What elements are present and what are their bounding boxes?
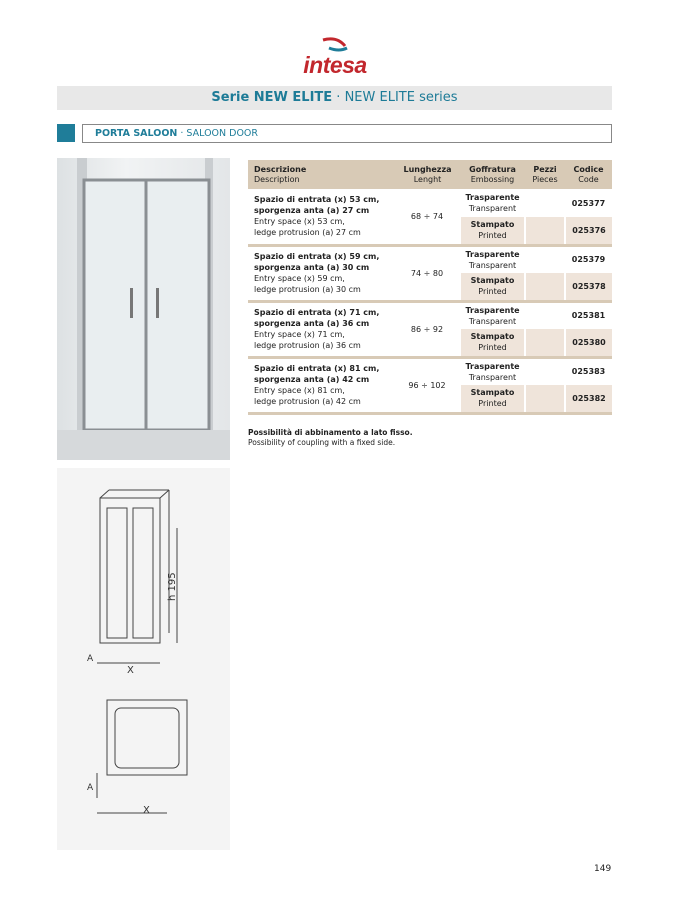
- code-transparent: 025377: [571, 198, 606, 208]
- row-description: Spazio di entrata (x) 53 cm, sporgenza anta (a) 27 cm Entry space (x) 53 cm, ledge protrusion (a) 27 cm: [248, 189, 395, 245]
- section-marker: [57, 124, 75, 142]
- section-title-en: · SALOON DOOR: [177, 128, 259, 139]
- code-transparent: 025383: [571, 367, 606, 377]
- series-banner: [57, 86, 612, 110]
- pieces-cell: [525, 189, 565, 217]
- code-transparent: 025381: [571, 311, 606, 321]
- pieces-cell: [525, 217, 565, 245]
- pieces-cell: [525, 329, 565, 357]
- code-printed: 025376: [565, 217, 612, 245]
- pieces-cell: [525, 245, 565, 273]
- embossing-transparent: Trasparente Transparent: [465, 305, 520, 326]
- shower-door-image: [57, 158, 230, 460]
- pieces-cell: [525, 273, 565, 301]
- col-description: Descrizione Description: [248, 160, 395, 189]
- pieces-cell: [525, 301, 565, 329]
- pieces-cell: [525, 357, 565, 385]
- table-row: [248, 357, 612, 385]
- code-printed: 025380: [565, 329, 612, 357]
- row-description: Spazio di entrata (x) 59 cm, sporgenza anta (a) 30 cm Entry space (x) 59 cm, ledge protrusion (a) 30 cm: [248, 245, 395, 301]
- technical-drawing: [57, 468, 230, 850]
- a-label: A: [87, 654, 94, 664]
- logo-text: intesa: [303, 52, 367, 78]
- code-printed: 025382: [565, 385, 612, 413]
- a-label-plan: A: [87, 783, 94, 793]
- series-title-en: · NEW ELITE series: [332, 90, 458, 105]
- row-description: Spazio di entrata (x) 81 cm, sporgenza anta (a) 42 cm Entry space (x) 81 cm, ledge protrusion (a) 42 cm: [248, 357, 395, 413]
- x-label: X: [127, 665, 134, 676]
- section-title-it: PORTA SALOON: [95, 128, 178, 139]
- note-it: Possibilità di abbinamento a lato fisso.: [248, 428, 413, 437]
- embossing-printed: Stampato Printed: [460, 273, 525, 301]
- product-photo: [57, 158, 230, 460]
- product-table: [248, 160, 612, 415]
- row-length: 86 ÷ 92: [395, 301, 460, 357]
- series-title-it: Serie NEW ELITE: [211, 90, 333, 105]
- table-row: [248, 189, 612, 217]
- col-pieces: Pezzi Pieces: [525, 160, 565, 189]
- embossing-transparent: Trasparente Transparent: [465, 361, 520, 382]
- page-number: 149: [594, 864, 612, 874]
- height-label: h 195: [167, 572, 178, 601]
- dimension-diagram: [57, 468, 230, 850]
- row-description: Spazio di entrata (x) 71 cm, sporgenza anta (a) 36 cm Entry space (x) 71 cm, ledge protrusion (a) 36 cm: [248, 301, 395, 357]
- col-length: Lunghezza Lenght: [395, 160, 460, 189]
- col-code: Codice Code: [565, 160, 612, 189]
- row-length: 74 ÷ 80: [395, 245, 460, 301]
- x-label-plan: X: [143, 805, 150, 816]
- note-en: Possibility of coupling with a fixed side.: [248, 438, 396, 447]
- embossing-printed: Stampato Printed: [460, 385, 525, 413]
- coupling-note: [248, 428, 413, 448]
- col-embossing: Goffratura Embossing: [460, 160, 525, 189]
- pieces-cell: [525, 385, 565, 413]
- code-transparent: 025379: [571, 255, 606, 265]
- table-row: [248, 245, 612, 273]
- embossing-printed: Stampato Printed: [460, 217, 525, 245]
- section-title: [82, 124, 612, 143]
- table-row: [248, 301, 612, 329]
- embossing-transparent: Trasparente Transparent: [465, 249, 520, 270]
- row-length: 96 ÷ 102: [395, 357, 460, 413]
- embossing-printed: Stampato Printed: [460, 329, 525, 357]
- table-header: [248, 160, 612, 189]
- code-printed: 025378: [565, 273, 612, 301]
- intesa-logo: [295, 36, 375, 80]
- embossing-transparent: Trasparente Transparent: [465, 193, 520, 213]
- row-length: 68 ÷ 74: [395, 189, 460, 245]
